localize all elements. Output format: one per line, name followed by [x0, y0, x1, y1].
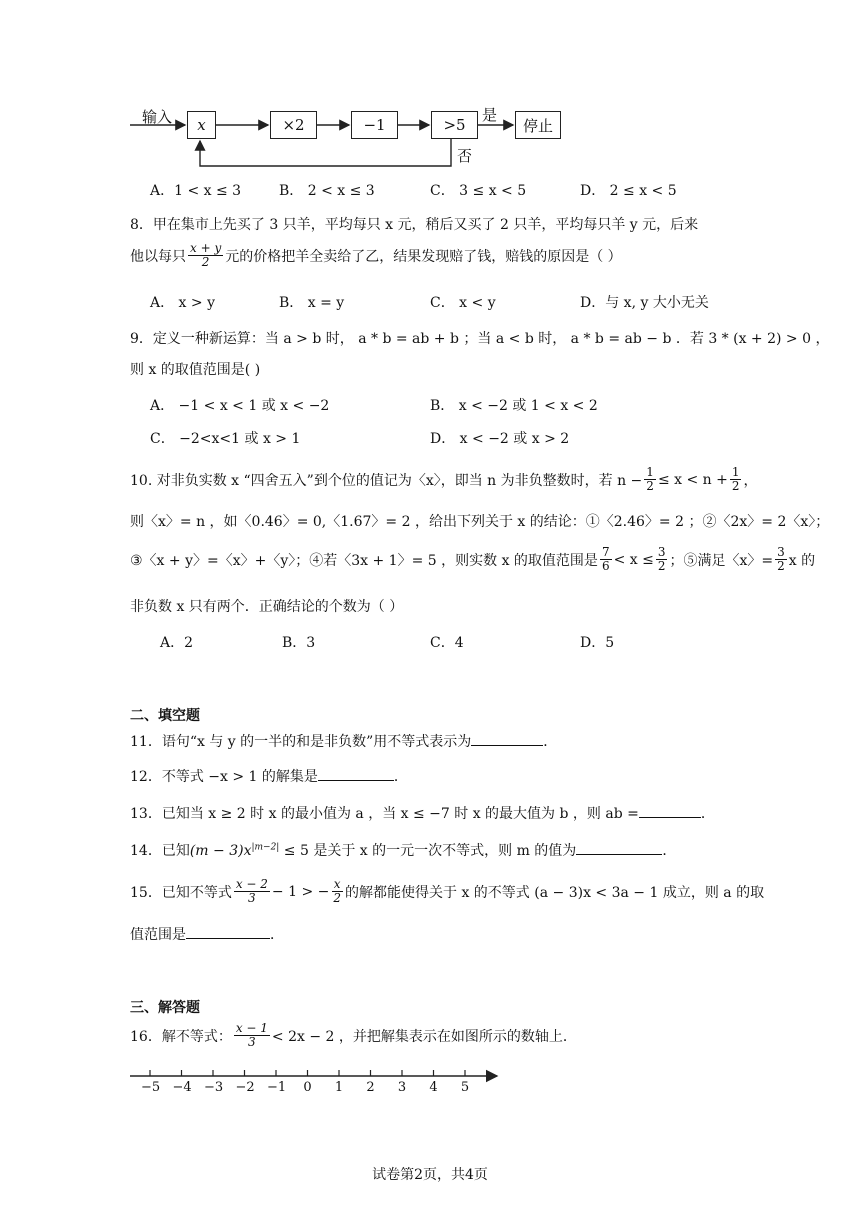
q10-half-1	[644, 466, 656, 493]
flow-yes-label: 是	[482, 106, 498, 124]
q15-frac-1-num: x − 2	[235, 877, 268, 891]
q7-option-b: B． 2 < x ≤ 3	[279, 183, 375, 199]
q10-half-2-num: 1	[731, 465, 740, 479]
q7-option-a: A．1 < x ≤ 3	[150, 183, 242, 199]
q10-line4: 非负数 x 只有两个．正确结论的个数为（ ）	[130, 599, 404, 615]
q8-frac-den: 2	[201, 255, 210, 269]
number-line-tick-label: 1	[334, 1080, 344, 1095]
q10-frac-3-2-b	[775, 546, 787, 573]
q14-text-a: 14．已知	[130, 843, 190, 859]
q10-option-b: B．3	[282, 635, 316, 651]
flow-no-label: 否	[457, 147, 473, 165]
q9-option-d: D． x < −2 或 x > 2	[430, 431, 570, 447]
q8-line1: 8．甲在集市上先买了 3 只羊，平均每只 x 元，稍后又买了 2 只羊，平均每只羊 y 元，后来	[130, 217, 699, 233]
q15-pre: 15．已知不等式	[130, 884, 232, 901]
q7-option-d: D． 2 ≤ x < 5	[580, 183, 677, 199]
q8-frac-num: x + y	[190, 241, 222, 255]
q10-line1	[130, 466, 757, 493]
number-line-tick-label: 4	[429, 1080, 438, 1095]
q8-line2-pre: 他以每只	[130, 248, 186, 265]
q10-option-c: C．4	[430, 635, 464, 651]
q10-frac-3-2-a-den: 2	[657, 559, 666, 573]
q11-text: 11．语句“x 与 y 的一半的和是非负数”用不等式表示为	[130, 734, 472, 750]
flow-box-x: x	[187, 111, 216, 139]
q10-frac-7-6-den: 6	[601, 559, 610, 573]
q15-line1	[130, 878, 764, 905]
q15-post: 的解都能使得关于 x 的不等式 (a − 3)x < 3a − 1 成立，则 a 的取	[345, 884, 765, 901]
number-line-tick-label: 2	[366, 1080, 375, 1095]
q10-half-1-num: 1	[646, 465, 654, 479]
q14: 14．已知$(m - 3)x^{|m-2|} \le 5$ 是关于 x 的一元一次不等式，则 m 的值为 ．	[130, 840, 676, 860]
q15-line2: 值范围是 ．	[130, 924, 284, 944]
flow-input-label: 输入	[142, 108, 173, 126]
q14-text-c: ≤ 5 是关于 x 的一元一次不等式，则 m 的值为	[283, 843, 577, 859]
q8-option-d: D．与 x, y 大小无关	[580, 295, 709, 311]
section-heading-fill-in: 二、填空题	[130, 708, 200, 724]
q15-frac-2-num: x	[333, 877, 341, 891]
page-footer: 试卷第2页，共4页	[372, 1167, 488, 1183]
q9-line1: 9．定义一种新运算：当 a > b 时， a * b = ab + b ；当 a < b 时， a * b = ab − b ．若 3 * (x + 2) > 0 ，	[130, 331, 830, 347]
q15-frac-2	[331, 878, 343, 905]
q11-answer-blank[interactable]	[471, 731, 543, 746]
number-line-tick-label: 0	[303, 1080, 312, 1095]
flow-box-gt5: >5	[431, 111, 478, 139]
flow-box-stop: 停止	[515, 111, 561, 139]
q16-frac-num: x − 1	[235, 1021, 268, 1035]
number-line-tick-label: −3	[204, 1080, 224, 1095]
q11: 11．语句“x 与 y 的一半的和是非负数”用不等式表示为 ．	[130, 731, 557, 751]
q7-option-c: C． 3 ≤ x < 5	[430, 183, 527, 199]
q15-frac-2-den: 2	[333, 891, 342, 905]
q16-post: < 2x − 2 ，并把解集表示在如图所示的数轴上．	[271, 1028, 577, 1045]
q14-exponent: |m−2|	[251, 842, 280, 853]
q10-half-1-den: 2	[646, 479, 654, 493]
q14-answer-blank[interactable]	[576, 840, 662, 855]
q10-line2: 则〈x〉= n ，如〈0.46〉= 0,〈1.67〉= 2 ，给出下列关于 x 的结论：①〈2.46〉= 2 ；②〈2x〉= 2〈x〉；	[130, 514, 830, 530]
q16-frac	[234, 1022, 270, 1049]
q14-expr: (m − 3)x	[189, 843, 252, 859]
number-line-tick-label: −2	[235, 1080, 255, 1095]
number-line-tick-label: −1	[267, 1080, 287, 1095]
q15-answer-blank[interactable]	[186, 924, 270, 939]
q8-line2-post: 元的价格把羊全卖给了乙，结果发现赔了钱，赔钱的原因是（ ）	[225, 248, 622, 265]
q10-line3	[130, 546, 815, 573]
q10-line1-b: ≤ x < n +	[657, 471, 728, 488]
number-line-tick-label: −5	[141, 1080, 161, 1095]
q12-answer-blank[interactable]	[318, 766, 394, 781]
q15-frac-1	[234, 878, 270, 905]
q8-line2	[130, 242, 622, 269]
q10-option-d: D．5	[580, 635, 615, 651]
q10-line3-c: ；⑤满足〈x〉=	[669, 552, 774, 569]
q15-frac-1-den: 3	[248, 891, 256, 905]
q9-option-b: B． x < −2 或 1 < x < 2	[430, 398, 598, 414]
q13-answer-blank[interactable]	[639, 803, 701, 818]
q9-line2: 则 x 的取值范围是( )	[130, 362, 261, 378]
section-heading-solve: 三、解答题	[130, 1000, 200, 1016]
q10-frac-3-2-a-num: 3	[657, 545, 666, 559]
flowchart-arrows	[0, 0, 860, 180]
number-line	[0, 1062, 860, 1102]
q10-line1-c: ，	[743, 472, 758, 489]
q10-frac-7-6-num: 7	[601, 545, 610, 559]
q12: 12．不等式 −x > 1 的解集是 ．	[130, 766, 408, 786]
flow-box-minus1: −1	[351, 111, 398, 139]
q16-pre: 16．解不等式：	[130, 1028, 232, 1045]
q10-line3-a: ③〈x + y〉=〈x〉+〈y〉；④若〈3x + 1〉= 5 ，则实数 x 的取值范围是	[130, 552, 598, 569]
q10-half-2-den: 2	[731, 479, 740, 493]
q15-mid: − 1 > −	[271, 883, 330, 900]
number-line-tick-label: 3	[397, 1080, 407, 1095]
flow-box-mul2: ×2	[270, 111, 317, 139]
q9-option-c: C． −2<x<1 或 x > 1	[150, 431, 301, 447]
q10-frac-3-2-a	[656, 546, 668, 573]
q10-frac-7-6	[600, 546, 612, 573]
number-line-tick-label: 5	[460, 1080, 470, 1095]
q8-option-c: C． x < y	[430, 295, 496, 311]
q9-option-a: A． −1 < x < 1 或 x < −2	[150, 398, 330, 414]
q10-line3-b: < x ≤	[613, 551, 654, 568]
q8-fraction	[188, 242, 223, 269]
q10-line1-a: 10. 对非负实数 x “四舍五入”到个位的值记为〈x〉，即当 n 为非负整数时，若 n −	[130, 472, 643, 489]
q10-frac-3-2-b-den: 2	[777, 559, 785, 573]
q16-frac-den: 3	[248, 1035, 256, 1049]
q8-option-a: A． x > y	[150, 295, 215, 311]
q12-text: 12．不等式 −x > 1 的解集是	[130, 769, 318, 785]
q10-half-2	[730, 466, 742, 493]
q13-text: 13．已知当 x ≥ 2 时 x 的最小值为 a ，当 x ≤ −7 时 x 的最大值为 b ，则 ab =	[130, 806, 639, 822]
q10-option-a: A．2	[160, 635, 194, 651]
q15-line2-text: 值范围是	[130, 927, 186, 943]
q10-frac-3-2-b-num: 3	[777, 545, 785, 559]
q13: 13．已知当 x ≥ 2 时 x 的最小值为 a ，当 x ≤ −7 时 x 的最大值为 b ，则 ab = ．	[130, 803, 715, 823]
q10-line3-d: x 的	[788, 552, 816, 569]
number-line-tick-label: −4	[172, 1080, 192, 1095]
q8-option-b: B． x = y	[279, 295, 345, 311]
q16-line	[130, 1022, 577, 1049]
